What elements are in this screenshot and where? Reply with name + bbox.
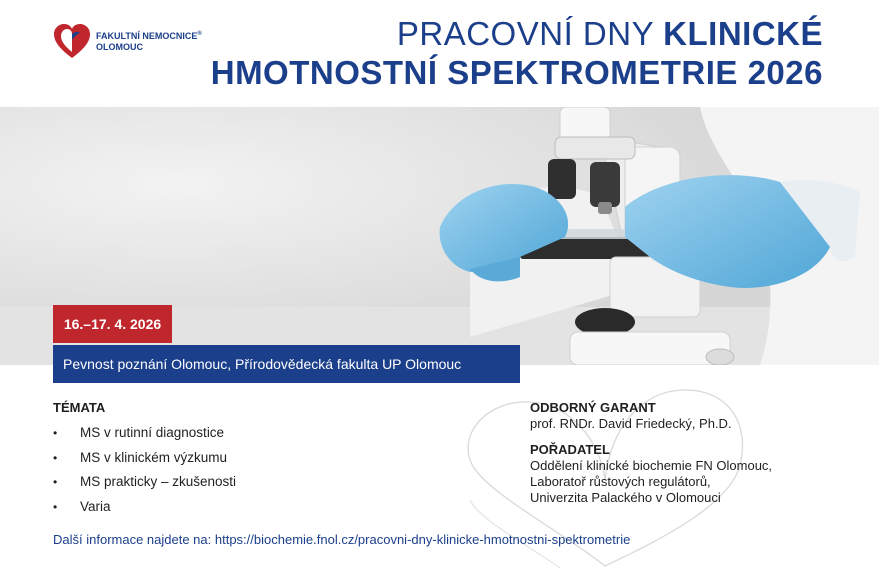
topic-label: MS v rutinní diagnostice xyxy=(80,425,225,440)
heart-logo-icon xyxy=(52,22,92,60)
page-title xyxy=(211,14,823,92)
list-item xyxy=(53,495,473,520)
logo-line2: OLOMOUC xyxy=(96,42,143,52)
bullet-icon: • xyxy=(53,426,58,440)
info-column xyxy=(530,400,850,506)
organizer-line: Oddělení klinické biochemie FN Olomouc, xyxy=(530,458,773,473)
title-line1 xyxy=(211,14,823,54)
list-item xyxy=(53,446,473,471)
topic-label: MS v klinickém výzkumu xyxy=(80,449,228,465)
organizer-line: Laboratoř růstových regulátorů, xyxy=(530,474,711,489)
title-line1-light: PRACOVNÍ DNY xyxy=(396,15,664,52)
logo-line1: FAKULTNÍ NEMOCNICE xyxy=(96,31,198,41)
title-line2: HMOTNOSTNÍ SPEKTROMETRIE 2026 xyxy=(210,54,823,91)
list-item xyxy=(53,470,473,495)
bullet-icon: • xyxy=(53,475,58,489)
organizer-heading: POŘADATEL xyxy=(530,442,610,457)
date-badge: 16.–17. 4. 2026 xyxy=(53,305,172,343)
venue-badge: Pevnost poznání Olomouc, Přírodovědecká fakulta UP Olomouc xyxy=(53,345,520,383)
topic-label: MS prakticky – zkušenosti xyxy=(80,474,237,489)
list-item xyxy=(53,421,473,446)
more-info-link[interactable]: Další informace najdete na: https://biochemie.fnol.cz/pracovni-dny-klinicke-hmotnostni-spektrometrie xyxy=(53,532,631,547)
guarantor-heading: ODBORNÝ GARANT xyxy=(530,400,656,415)
guarantor-name: prof. RNDr. David Friedecký, Ph.D. xyxy=(530,416,732,431)
logo-text xyxy=(96,29,202,53)
header xyxy=(0,0,879,107)
topics-list xyxy=(53,421,473,519)
topics-section xyxy=(53,400,473,519)
topics-heading: TÉMATA xyxy=(53,400,106,415)
registered-mark: ® xyxy=(197,31,202,37)
hospital-logo[interactable] xyxy=(52,22,202,60)
spacer xyxy=(530,432,850,442)
bullet-icon: • xyxy=(53,499,58,514)
bullet-icon: • xyxy=(53,450,58,465)
topic-label: Varia xyxy=(80,498,111,514)
organizer-line: Univerzita Palackého v Olomouci xyxy=(530,490,721,505)
title-line1-bold: KLINICKÉ xyxy=(663,15,823,52)
